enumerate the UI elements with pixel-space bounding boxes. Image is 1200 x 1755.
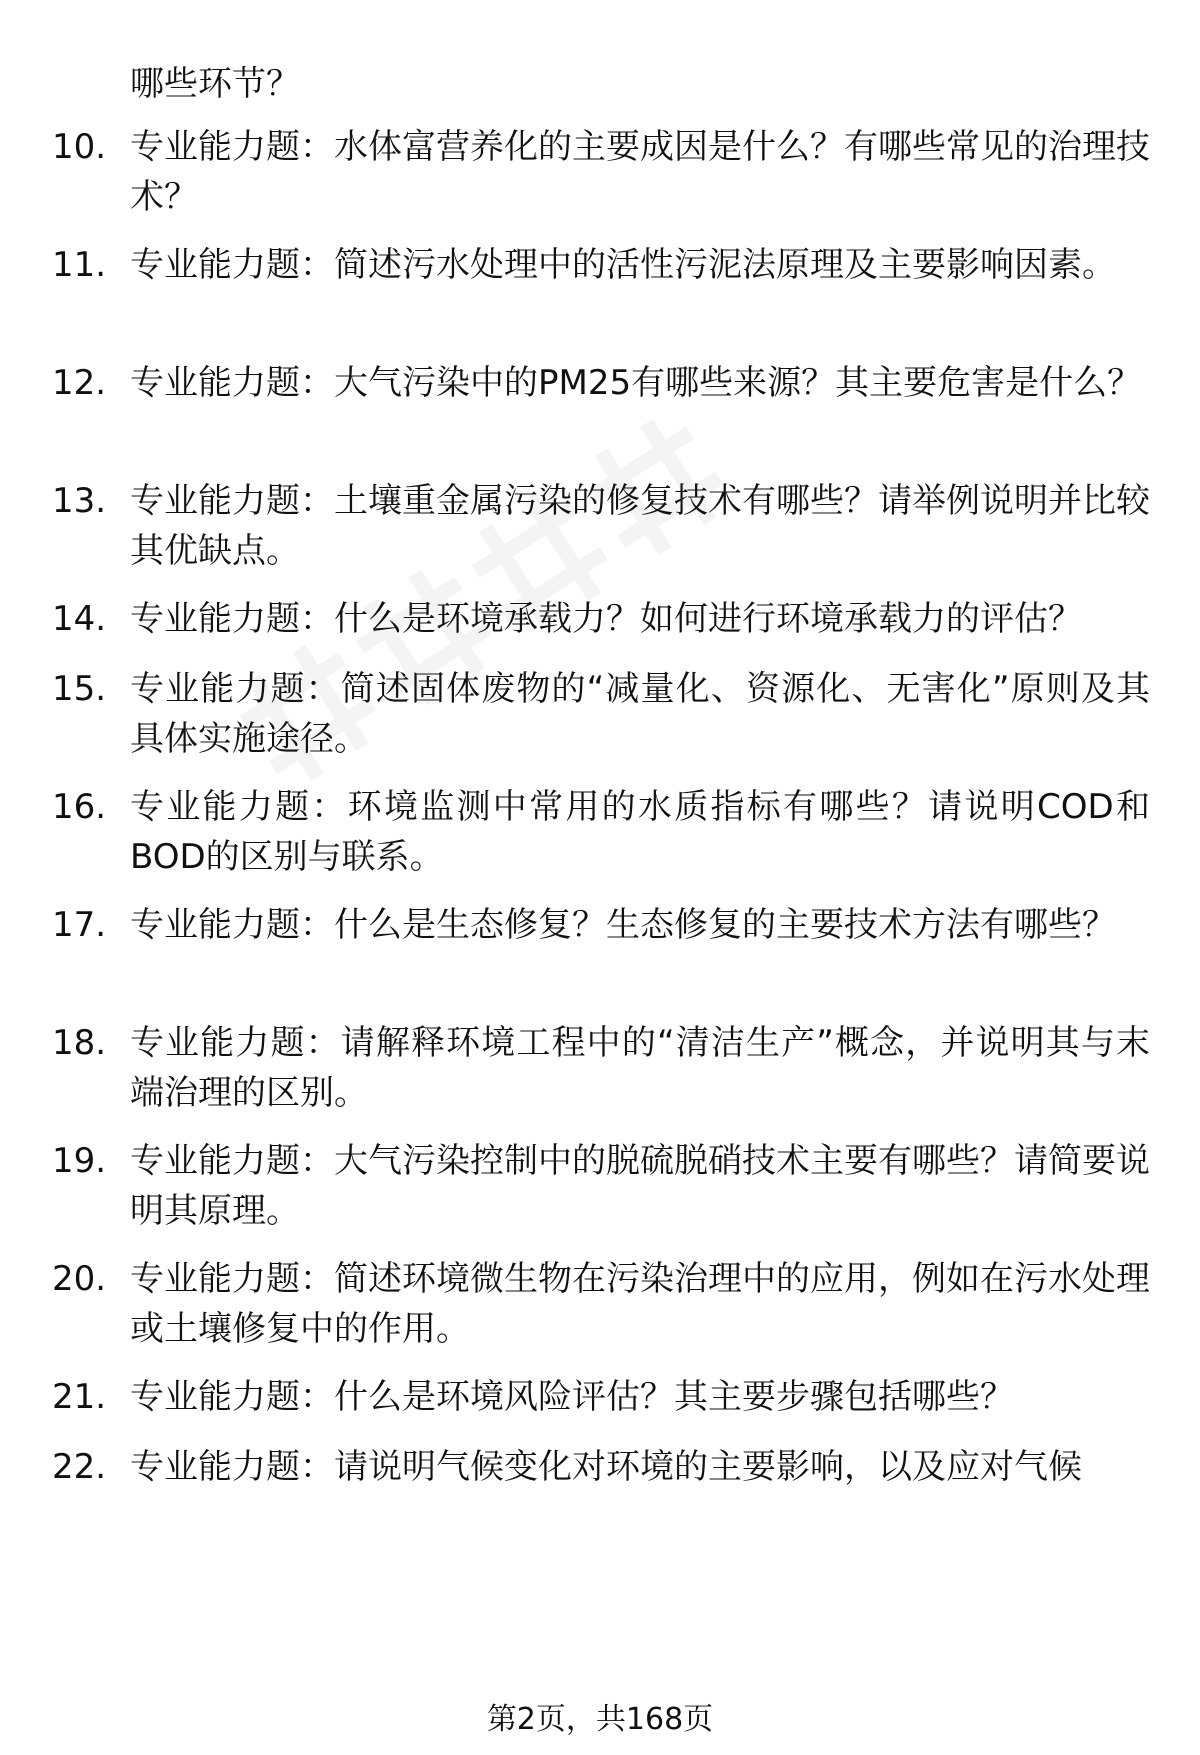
question-number: 19. (52, 1141, 107, 1181)
question-number: 20. (52, 1259, 107, 1299)
question-number: 14. (52, 599, 107, 639)
list-item (52, 1254, 1152, 1354)
question-text: 专业能力题：请说明气候变化对环境的主要影响，以及应对气候 (130, 1447, 1082, 1487)
list-item (52, 358, 1152, 408)
question-number: 11. (52, 245, 107, 285)
list-item (52, 122, 1152, 222)
list-item (52, 1136, 1152, 1236)
list-item (52, 664, 1152, 764)
question-number: 10. (52, 127, 107, 167)
question-text: 专业能力题：请解释环境工程中的“清洁生产”概念，并说明其与末端治理的区别。 (130, 1023, 1150, 1113)
question-text: 专业能力题：简述环境微生物在污染治理中的应用，例如在污水处理或土壤修复中的作用。 (130, 1259, 1150, 1349)
question-number: 21. (52, 1377, 107, 1417)
question-text: 专业能力题：什么是环境风险评估？其主要步骤包括哪些？ (130, 1377, 1014, 1417)
question-text: 专业能力题：简述固体废物的“减量化、资源化、无害化”原则及其具体实施途径。 (130, 669, 1150, 759)
question-text: 专业能力题：什么是环境承载力？如何进行环境承载力的评估？ (130, 599, 1082, 639)
list-item (52, 1372, 1152, 1422)
list-item (52, 1018, 1152, 1118)
question-text: 专业能力题：水体富营养化的主要成因是什么？有哪些常见的治理技术？ (130, 127, 1150, 217)
question-number: 22. (52, 1447, 107, 1487)
question-number: 18. (52, 1023, 107, 1063)
question-text: 专业能力题：大气污染中的PM25有哪些来源？其主要危害是什么？ (130, 363, 1142, 403)
question-text: 专业能力题：土壤重金属污染的修复技术有哪些？请举例说明并比较其优缺点。 (130, 481, 1150, 571)
list-item (52, 240, 1152, 290)
list-item (52, 476, 1152, 576)
list-item (52, 782, 1152, 882)
question-number: 12. (52, 363, 107, 403)
page-footer: 第2页，共168页 (486, 1702, 714, 1737)
question-text: 专业能力题：简述污水处理中的活性污泥法原理及主要影响因素。 (130, 245, 1116, 285)
question-number: 13. (52, 481, 107, 521)
question-number: 17. (52, 905, 107, 945)
question-number: 16. (52, 787, 107, 827)
list-item (52, 1442, 1152, 1492)
list-item (52, 594, 1152, 644)
question-text: 专业能力题：大气污染控制中的脱硫脱硝技术主要有哪些？请简要说明其原理。 (130, 1141, 1150, 1231)
continuation-text: 哪些环节？ (130, 64, 300, 104)
list-item (52, 900, 1152, 950)
question-text: 专业能力题：环境监测中常用的水质指标有哪些？请说明COD和BOD的区别与联系。 (130, 787, 1150, 877)
question-text: 专业能力题：什么是生态修复？生态修复的主要技术方法有哪些？ (130, 905, 1116, 945)
question-number: 15. (52, 669, 107, 709)
